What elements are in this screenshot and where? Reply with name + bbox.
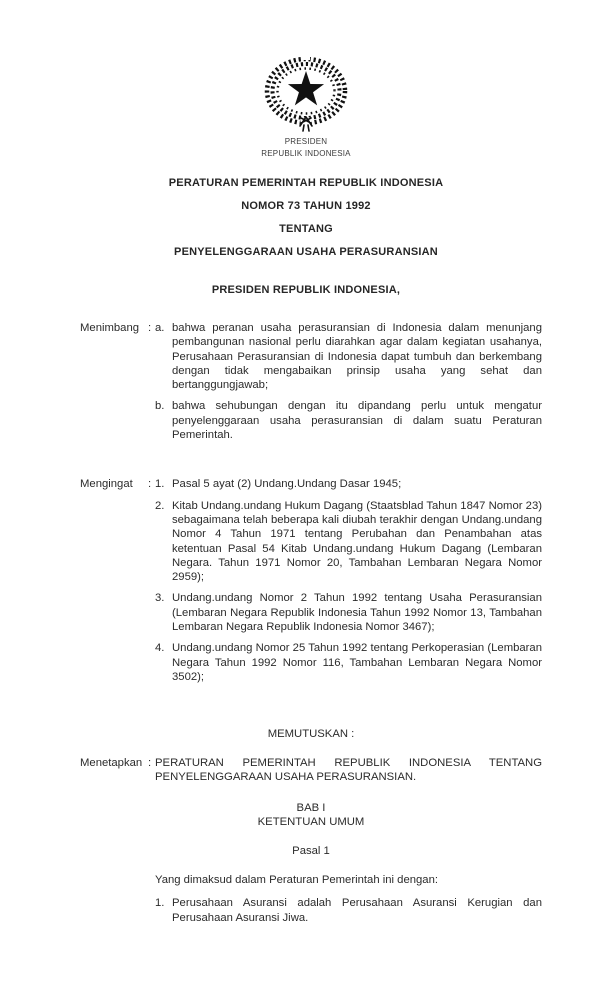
mengingat-label: Mengingat — [80, 478, 133, 491]
menimbang-item-a — [155, 321, 542, 392]
document-title — [0, 172, 612, 264]
memutuskan-heading: MEMUTUSKAN : — [267, 728, 355, 741]
menetapkan-colon: : — [148, 756, 152, 769]
pasal1-item-1 — [155, 896, 542, 925]
item-marker: 4. — [155, 642, 165, 655]
seal-caption-republik-indonesia: REPUBLIK INDONESIA — [261, 148, 351, 158]
bab-heading — [80, 801, 542, 830]
item-marker: 3. — [155, 592, 165, 605]
mengingat-section — [80, 477, 542, 684]
menimbang-items — [155, 321, 542, 442]
item-marker: 2. — [155, 499, 165, 512]
mengingat-item-4 — [155, 641, 542, 684]
item-text: Kitab Undang.undang Hukum Dagang (Staatsblad Tahun 1847 Nomor 23) sebagaimana telah beberapa kali diubah terakhir dengan Undang.undang Nomor 4 Tahun 1971 tentang Perubahan dan Penambahan atas ketentuan Pasal 54 Kitab Undang.undang Hukum Dagang (Lembaran Negara. Tahun 1971 Nomor 20, Tambahan Lembaran Negara Nomor 2959); — [172, 499, 542, 584]
mengingat-items — [155, 477, 542, 684]
title-line-tentang: TENTANG — [279, 223, 333, 235]
item-text: Undang.undang Nomor 25 Tahun 1992 tentang Perkoperasian (Lembaran Negara Tahun 1992 Nomor 116, Tambahan Lembaran Negara Nomor 3502); — [172, 642, 542, 683]
bab-number: BAB I — [296, 802, 326, 815]
star-wreath-emblem-icon — [256, 51, 356, 135]
seal-caption-presiden: PRESIDEN — [284, 137, 328, 146]
item-text: bahwa sehubungan dengan itu dipandang perlu untuk mengatur penyelenggaraan usaha perasuransian di dalam suatu Peraturan Pemerintah. — [172, 400, 542, 442]
item-text: Perusahaan Asuransi adalah Perusahaan Asuransi Kerugian dan Perusahaan Asuransi Jiwa. — [172, 897, 542, 924]
bab-title: KETENTUAN UMUM — [257, 816, 365, 829]
pasal-heading: Pasal 1 — [292, 844, 330, 857]
menetapkan-section — [80, 756, 542, 785]
title-line-number: NOMOR 73 TAHUN 1992 — [241, 200, 371, 212]
menetapkan-label: Menetapkan — [80, 756, 143, 769]
mengingat-colon: : — [148, 478, 152, 491]
item-marker: a. — [155, 322, 165, 334]
pasal1-intro: Yang dimaksud dalam Peraturan Pemerintah ini dengan: — [155, 874, 439, 887]
presidential-seal — [226, 51, 386, 159]
item-text: Pasal 5 ayat (2) Undang.Undang Dasar 1945; — [172, 478, 402, 491]
pasal1-content — [155, 873, 542, 925]
item-text: bahwa peranan usaha perasuransian di Indonesia dalam menunjang pembangunan nasional perlu diarahkan agar dalam kegiatan usahanya, Perusahaan Perasuransian di Indonesia dapat tumbuh dan berkembang dengan tidak mengabaikan prinsip usaha yang sehat dan bertanggungjawab; — [172, 322, 542, 392]
pasal1-body — [80, 873, 542, 925]
menimbang-section — [80, 321, 542, 442]
mengingat-item-2 — [155, 499, 542, 585]
menimbang-label: Menimbang — [80, 322, 140, 334]
item-text: Undang.undang Nomor 2 Tahun 1992 tentang Usaha Perasuransian (Lembaran Negara Republik Indonesia Tahun 1992 Nomor 13, Tambahan Lembaran Negara Republik Indonesia Nomor 3467); — [172, 592, 542, 634]
menimbang-colon: : — [148, 322, 152, 334]
mengingat-item-3 — [155, 591, 542, 634]
mengingat-item-1 — [155, 477, 542, 491]
menetapkan-text: PERATURAN PEMERINTAH REPUBLIK INDONESIA TENTANG PENYELENGGARAAN USAHA PERASURANSIAN. — [155, 756, 542, 783]
title-line-subject: PENYELENGGARAAN USAHA PERASURANSIAN — [174, 246, 438, 258]
item-marker: 1. — [155, 478, 165, 491]
item-marker: 1. — [155, 897, 165, 910]
salutation: PRESIDEN REPUBLIK INDONESIA, — [211, 284, 401, 296]
title-line-regulation: PERATURAN PEMERINTAH REPUBLIK INDONESIA — [168, 177, 444, 189]
document-body — [80, 321, 542, 925]
menimbang-item-b — [155, 399, 542, 442]
item-marker: b. — [155, 400, 165, 413]
